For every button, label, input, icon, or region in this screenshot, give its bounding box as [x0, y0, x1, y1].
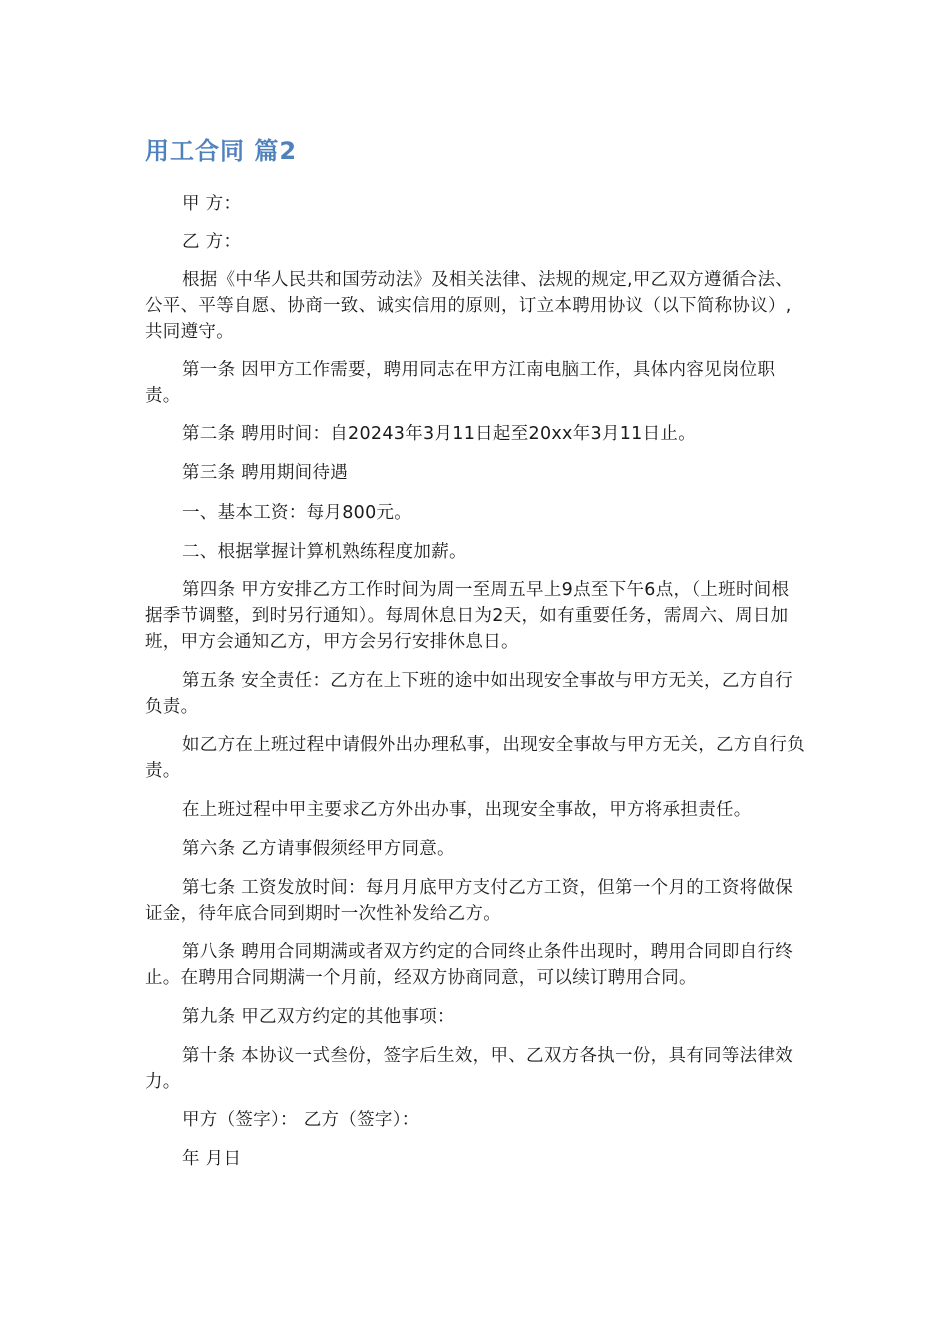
errand-safety-paragraph: 在上班过程中甲主要求乙方外出办事，出现安全事故，甲方将承担责任。: [182, 800, 752, 820]
preamble-paragraph: 根据《中华人民共和国劳动法》及相关法律、法规的规定,甲乙双方遵循合法、公平、平等自愿、协商一致、诚实信用的原则，订立本聘用协议（以下简称协议）,共同遵守。: [145, 270, 794, 342]
article-1-paragraph: 第一条 因甲方工作需要，聘用同志在甲方江南电脑工作，具体内容见岗位职责。: [145, 360, 776, 406]
article-10-paragraph: 第十条 本协议一式叁份，签字后生效，甲、乙双方各执一份，具有同等法律效力。: [145, 1046, 794, 1092]
raise-paragraph: 二、根据掌握计算机熟练程度加薪。: [182, 542, 467, 562]
article-9-paragraph: 第九条 甲乙双方约定的其他事项：: [182, 1007, 455, 1027]
article-8-paragraph: 第八条 聘用合同期满或者双方约定的合同终止条件出现时，聘用合同即自行终止。在聘用合同期满一个月前，经双方协商同意，可以续订聘用合同。: [145, 942, 794, 988]
base-salary-paragraph: 一、基本工资：每月800元。: [182, 503, 413, 523]
party-b-line: 乙 方：: [182, 232, 242, 252]
date-line: 年 月日: [182, 1149, 242, 1169]
document-title: 用工合同 篇2: [145, 137, 298, 165]
party-a-line: 甲 方：: [182, 194, 242, 214]
article-6-paragraph: 第六条 乙方请事假须经甲方同意。: [182, 839, 455, 859]
leave-safety-paragraph: 如乙方在上班过程中请假外出办理私事，出现安全事故与甲方无关，乙方自行负责。: [145, 735, 805, 781]
signature-line: 甲方（签字）： 乙方（签字）：: [182, 1110, 420, 1130]
article-3-paragraph: 第三条 聘用期间待遇: [182, 463, 349, 483]
article-2-paragraph: 第二条 聘用时间：自20243年3月11日起至20xx年3月11日止。: [182, 424, 697, 444]
article-5-paragraph: 第五条 安全责任：乙方在上下班的途中如出现安全事故与甲方无关，乙方自行负责。: [145, 671, 794, 717]
article-7-paragraph: 第七条 工资发放时间：每月月底甲方支付乙方工资，但第一个月的工资将做保证金，待年底合同到期时一次性补发给乙方。: [145, 878, 794, 924]
article-4-paragraph: 第四条 甲方安排乙方工作时间为周一至周五早上9点至下午6点，（上班时间根据季节调整，到时另行通知）。每周休息日为2天，如有重要任务，需周六、周日加班，甲方会通知乙方，甲方会另行安排休息日。: [145, 580, 790, 652]
